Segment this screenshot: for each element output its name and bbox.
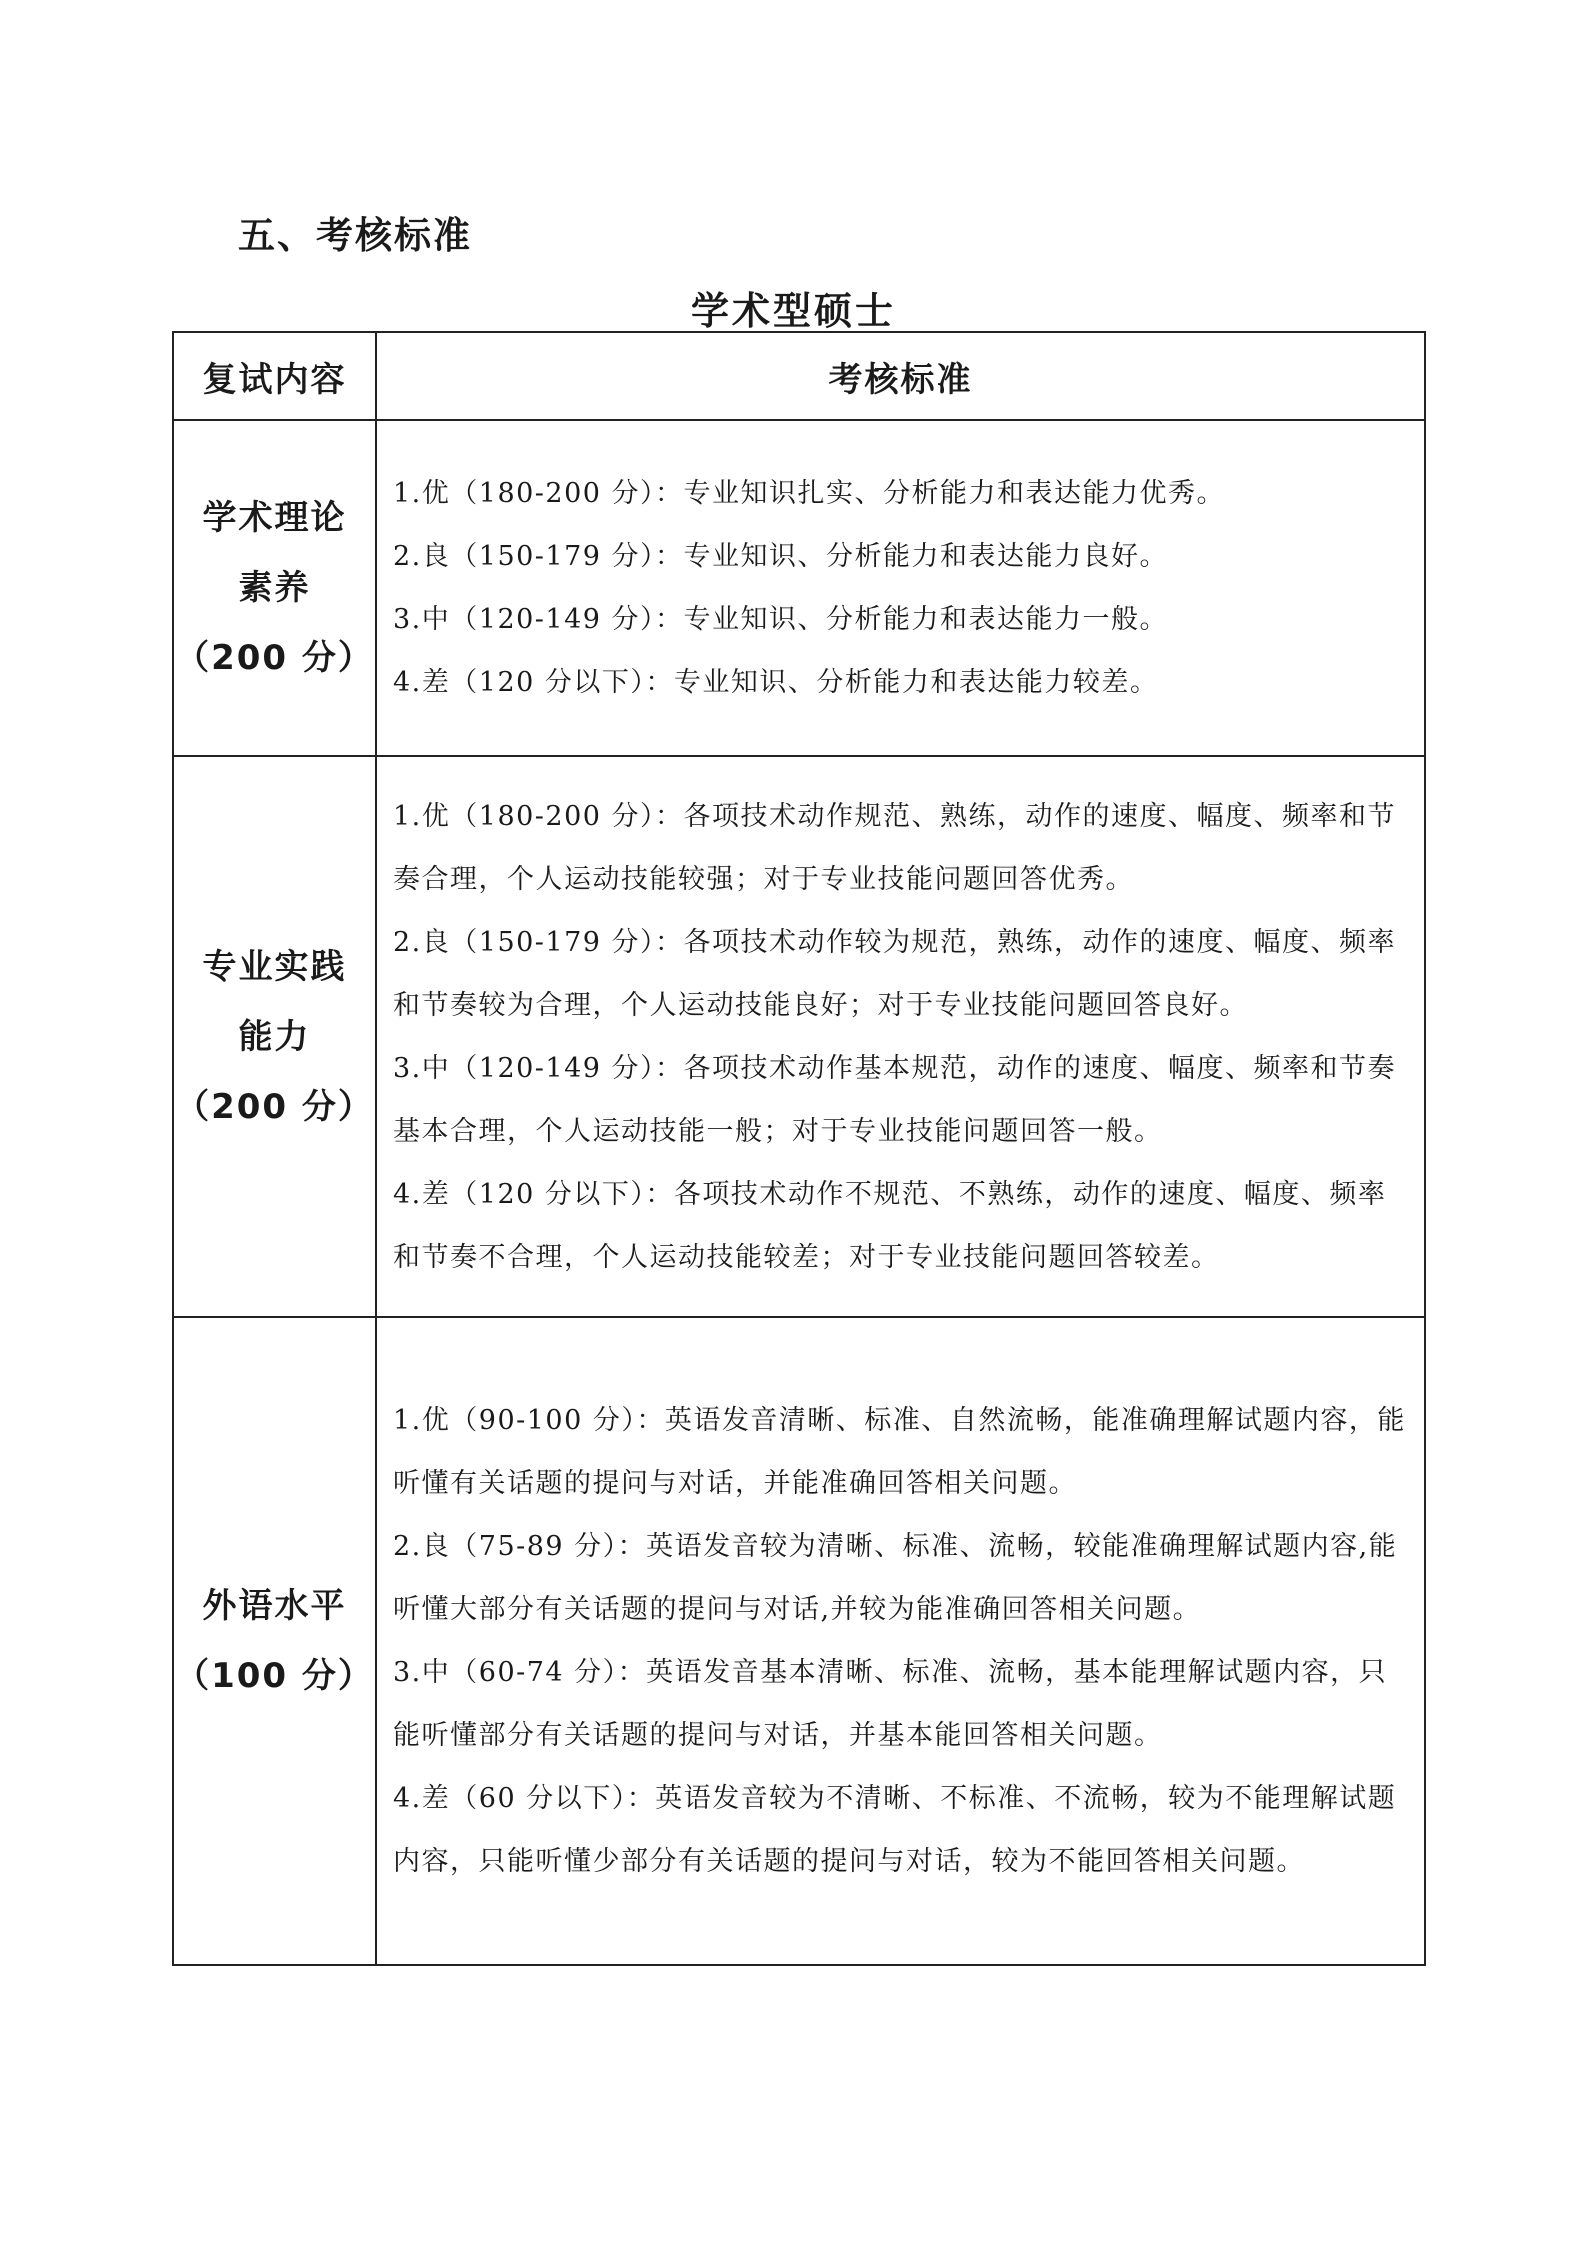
table-row-academic-theory <box>173 420 1425 756</box>
category-line: 专业实践 <box>202 946 347 987</box>
criterion-item: 1.优（180-200 分）：各项技术动作规范、熟练，动作的速度、幅度、频率和节奏合理，个人运动技能较强；对于专业技能问题回答优秀。 <box>393 800 1397 895</box>
category-score: （200 分） <box>175 638 374 678</box>
category-line: 学术理论 <box>202 498 347 538</box>
category-line: 素养 <box>238 568 311 608</box>
header-cell-criteria: 考核标准 <box>376 332 1425 420</box>
category-cell <box>173 420 376 756</box>
criterion-item: 2.良（150-179 分）：专业知识、分析能力和表达能力良好。 <box>393 541 1169 572</box>
category-score: （200 分） <box>175 1086 374 1127</box>
category-cell <box>173 756 376 1317</box>
criterion-item: 2.良（75-89 分）：英语发音较为清晰、标准、流畅，较能准确理解试题内容,能听懂大部分有关话题的提问与对话,并较为能准确回答相关问题。 <box>393 1531 1398 1625</box>
criterion-item: 3.中（60-74 分）：英语发音基本清晰、标准、流畅，基本能理解试题内容，只能听懂部分有关话题的提问与对话，并基本能回答相关问题。 <box>393 1657 1388 1751</box>
table-title: 学术型硕士 <box>690 289 896 333</box>
table-row-foreign-language <box>173 1317 1425 1965</box>
category-line: 能力 <box>238 1016 311 1057</box>
header-cell-content: 复试内容 <box>173 332 376 420</box>
criterion-item: 4.差（120 分以下）：专业知识、分析能力和表达能力较差。 <box>393 667 1159 698</box>
criterion-item: 2.良（150-179 分）：各项技术动作较为规范，熟练，动作的速度、幅度、频率和节奏较为合理，个人运动技能良好；对于专业技能问题回答良好。 <box>393 926 1397 1021</box>
criterion-item: 4.差（60 分以下）：英语发音较为不清晰、不标准、不流畅，较为不能理解试题内容，只能听懂少部分有关话题的提问与对话，较为不能回答相关问题。 <box>393 1783 1397 1877</box>
section-heading: 五、考核标准 <box>238 214 472 257</box>
criterion-item: 4.差（120 分以下）：各项技术动作不规范、不熟练，动作的速度、幅度、频率和节奏不合理，个人运动技能较差；对于专业技能问题回答较差。 <box>393 1178 1387 1273</box>
criteria-cell <box>376 756 1425 1317</box>
criterion-item: 3.中（120-149 分）：专业知识、分析能力和表达能力一般。 <box>393 604 1169 635</box>
category-line: 外语水平 <box>202 1586 347 1626</box>
criterion-item: 1.优（90-100 分）：英语发音清晰、标准、自然流畅，能准确理解试题内容，能听懂有关话题的提问与对话，并能准确回答相关问题。 <box>393 1405 1406 1499</box>
table-row-professional-practice <box>173 756 1425 1317</box>
criteria-cell <box>376 420 1425 756</box>
category-score: （100 分） <box>175 1656 374 1696</box>
criterion-item: 1.优（180-200 分）：专业知识扎实、分析能力和表达能力优秀。 <box>393 478 1226 509</box>
criterion-item: 3.中（120-149 分）：各项技术动作基本规范，动作的速度、幅度、频率和节奏基本合理，个人运动技能一般；对于专业技能问题回答一般。 <box>393 1052 1397 1147</box>
table-header-row <box>173 332 1425 420</box>
assessment-criteria-table <box>172 331 1426 1966</box>
category-cell <box>173 1317 376 1965</box>
criteria-cell <box>376 1317 1425 1965</box>
